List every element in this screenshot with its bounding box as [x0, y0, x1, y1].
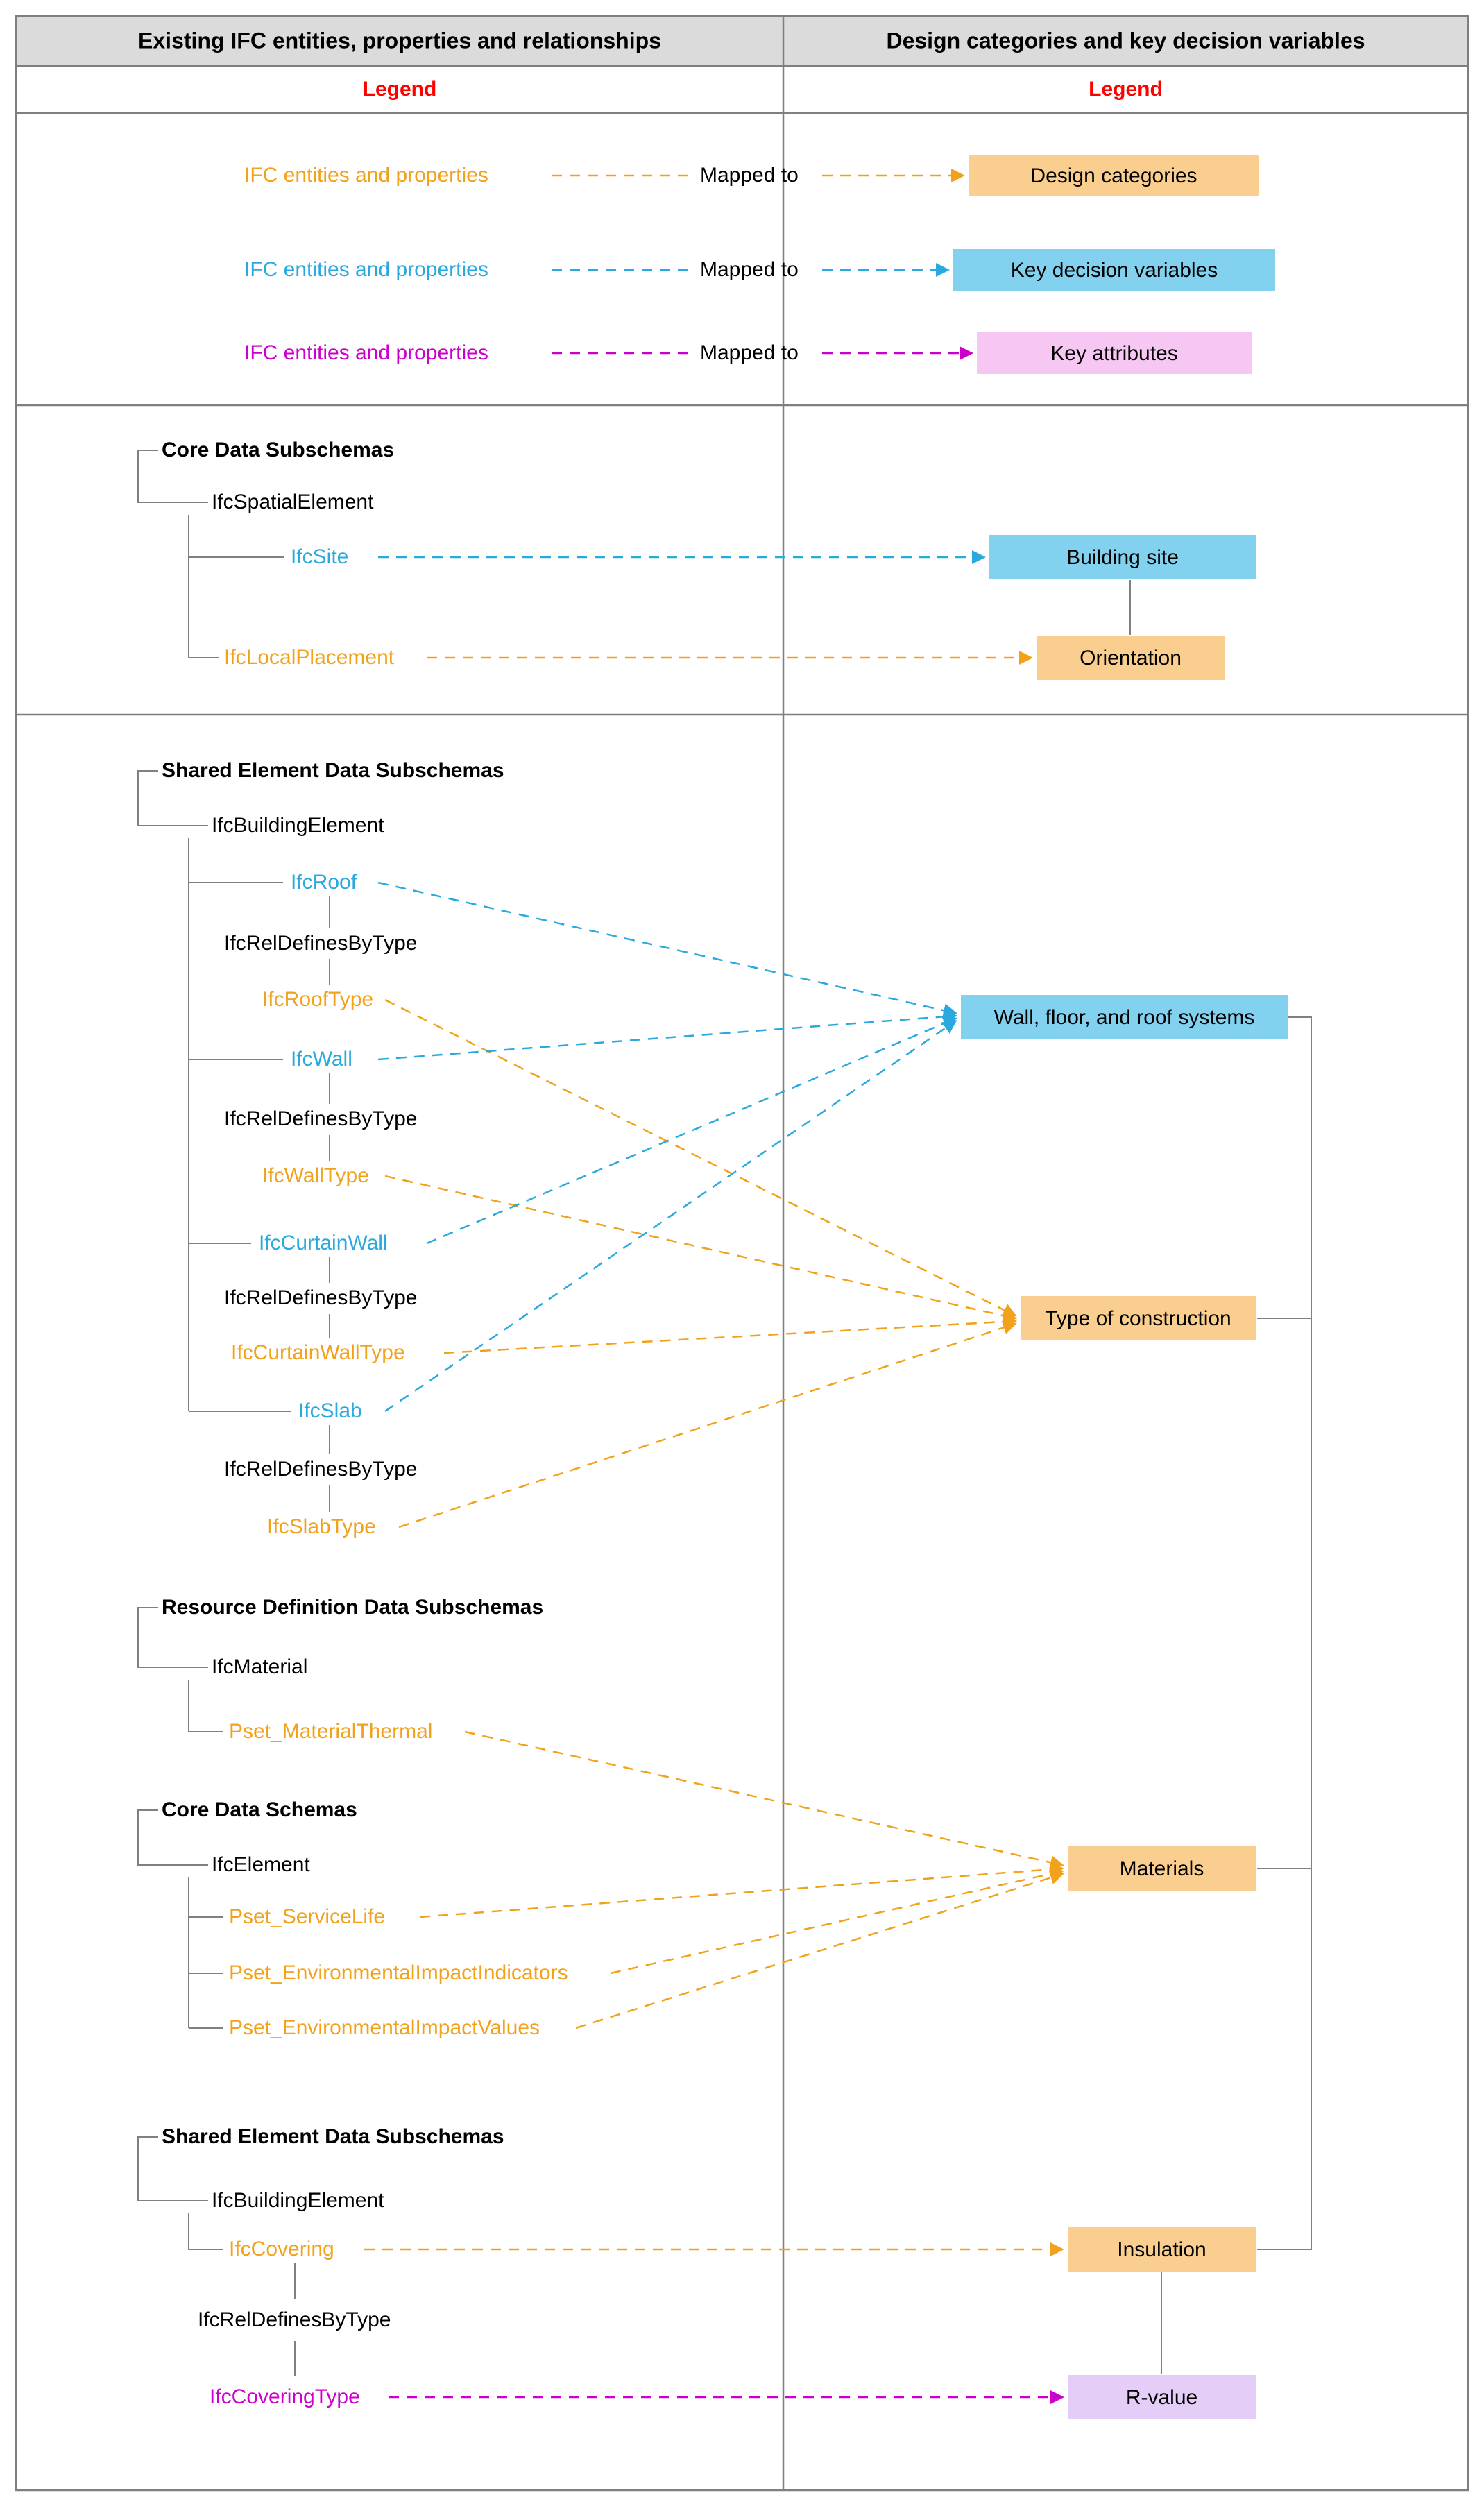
entity-ifcbuildingelement-2: IfcBuildingElement — [212, 2189, 384, 2212]
group-resource-definition-subschemas: Resource Definition Data Subschemas — [162, 1596, 544, 1619]
design-categories-box: Design categories — [969, 155, 1259, 196]
legend-source-orange: IFC entities and properties — [244, 164, 488, 187]
entity-ifcspatialelement: IfcSpatialElement — [212, 491, 374, 513]
legend-mapped-to-3: Mapped to — [700, 341, 799, 364]
rel-ifcreldefinesbytype-1: IfcRelDefinesByType — [224, 932, 418, 955]
category-connectors — [1130, 580, 1311, 2374]
pset-environmentalimpactvalues: Pset_EnvironmentalImpactValues — [229, 2016, 540, 2039]
materials-box: Materials — [1068, 1846, 1256, 1891]
key-attributes-box: Key attributes — [977, 332, 1252, 374]
frame-lines — [16, 16, 1468, 2490]
entity-ifccoveringtype: IfcCoveringType — [210, 2385, 360, 2408]
legend-source-blue: IFC entities and properties — [244, 258, 488, 281]
entity-ifccurtainwall: IfcCurtainWall — [259, 1232, 388, 1254]
entity-ifcmaterial: IfcMaterial — [212, 1655, 308, 1678]
entity-ifcwall: IfcWall — [291, 1048, 352, 1071]
legend-mapped-to-2: Mapped to — [700, 258, 799, 281]
entity-ifcelement: IfcElement — [212, 1853, 310, 1876]
entity-ifccovering: IfcCovering — [229, 2238, 334, 2260]
mappings-magenta — [389, 353, 1062, 2397]
insulation-box: Insulation — [1068, 2227, 1256, 2272]
entity-ifcsite: IfcSite — [291, 545, 349, 568]
entity-ifcwalltype: IfcWallType — [262, 1164, 369, 1187]
key-decision-variables-box: Key decision variables — [953, 249, 1275, 291]
entity-ifcrooftype: IfcRoofType — [262, 988, 374, 1011]
building-site-box: Building site — [989, 535, 1256, 579]
type-of-construction-box: Type of construction — [1021, 1296, 1256, 1340]
legend-title-right: Legend — [1089, 78, 1163, 101]
group-shared-element-subschemas-1: Shared Element Data Subschemas — [162, 759, 504, 782]
group-shared-element-subschemas-2: Shared Element Data Subschemas — [162, 2125, 504, 2148]
rel-ifcreldefinesbytype-5: IfcRelDefinesByType — [198, 2308, 391, 2331]
orientation-box: Orientation — [1037, 636, 1225, 680]
legend-title-left: Legend — [362, 78, 437, 101]
entity-ifcroof: IfcRoof — [291, 871, 357, 894]
r-value-box: R-value — [1068, 2375, 1256, 2419]
group-core-data-schemas: Core Data Schemas — [162, 1798, 357, 1821]
wall-floor-roof-systems-box: Wall, floor, and roof systems — [961, 995, 1288, 1039]
group-core-data-subschemas: Core Data Subschemas — [162, 438, 395, 461]
header-right: Design categories and key decision variables — [886, 28, 1365, 53]
entity-ifcslabtype: IfcSlabType — [267, 1515, 376, 1538]
rel-ifcreldefinesbytype-2: IfcRelDefinesByType — [224, 1107, 418, 1130]
entity-ifcslab: IfcSlab — [298, 1399, 362, 1422]
mappings-blue — [378, 270, 984, 1411]
legend-mapped-to-1: Mapped to — [700, 164, 799, 187]
pset-environmentalimpactindicators: Pset_EnvironmentalImpactIndicators — [229, 1961, 568, 1984]
entity-ifclocalplacement: IfcLocalPlacement — [224, 646, 395, 669]
rel-ifcreldefinesbytype-4: IfcRelDefinesByType — [224, 1458, 418, 1481]
rel-ifcreldefinesbytype-3: IfcRelDefinesByType — [224, 1286, 418, 1309]
mappings-orange — [364, 176, 1062, 2249]
pset-materialthermal: Pset_MaterialThermal — [229, 1720, 433, 1743]
entity-ifcbuildingelement-1: IfcBuildingElement — [212, 814, 384, 837]
entity-ifccurtainwalltype: IfcCurtainWallType — [231, 1341, 405, 1364]
legend-source-magenta: IFC entities and properties — [244, 341, 488, 364]
pset-servicelife: Pset_ServiceLife — [229, 1905, 386, 1928]
header-left: Existing IFC entities, properties and relationships — [138, 28, 661, 53]
